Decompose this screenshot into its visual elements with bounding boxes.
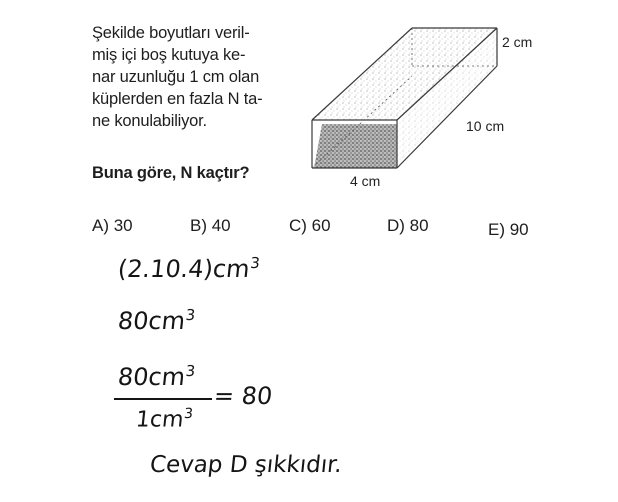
depth-label: 10 cm [466, 118, 505, 134]
option-e: E) 90 [488, 220, 529, 239]
box-drawing [300, 18, 600, 198]
solution-numerator [116, 362, 196, 391]
box-inner-shade [314, 124, 397, 168]
question-line: miş içi boş kutuya ke- [92, 46, 246, 64]
question-line: nar uzunluğu 1 cm olan [92, 68, 260, 86]
question-text [92, 22, 304, 132]
option-b: B) 40 [190, 216, 231, 235]
width-label: 4 cm [350, 173, 381, 189]
question-prompt: Buna göre, N kaçtır? [92, 164, 250, 182]
solution-step2-text: 80cm [116, 307, 187, 335]
option-d: D) 80 [387, 216, 429, 235]
answer-options [0, 214, 618, 244]
solution-denominator-exponent: 3 [183, 406, 194, 422]
question-line: ne konulabiliyor. [92, 112, 207, 130]
solution-denominator-text: 1cm [134, 407, 185, 433]
solution-numerator-exponent: 3 [184, 362, 197, 380]
question-line: Şekilde boyutları veril- [92, 24, 250, 42]
fraction-bar [114, 398, 212, 400]
question-line: küplerden en fazla N ta- [92, 90, 263, 108]
solution-step1 [116, 254, 260, 283]
box-figure [300, 18, 600, 198]
solution-step1-text: (2.10.4)cm [116, 255, 252, 283]
option-c: C) 60 [289, 216, 331, 235]
solution-step2 [116, 306, 196, 335]
height-label: 2 cm [502, 34, 533, 50]
solution-numerator-text: 80cm [116, 363, 187, 391]
solution-step1-exponent: 3 [249, 254, 261, 272]
solution-denominator [135, 406, 194, 432]
solution-step2-exponent: 3 [184, 306, 197, 324]
solution-answer: Cevap D şıkkıdır. [148, 452, 344, 478]
solution-result: = 80 [212, 382, 274, 410]
option-a: A) 30 [92, 216, 133, 235]
